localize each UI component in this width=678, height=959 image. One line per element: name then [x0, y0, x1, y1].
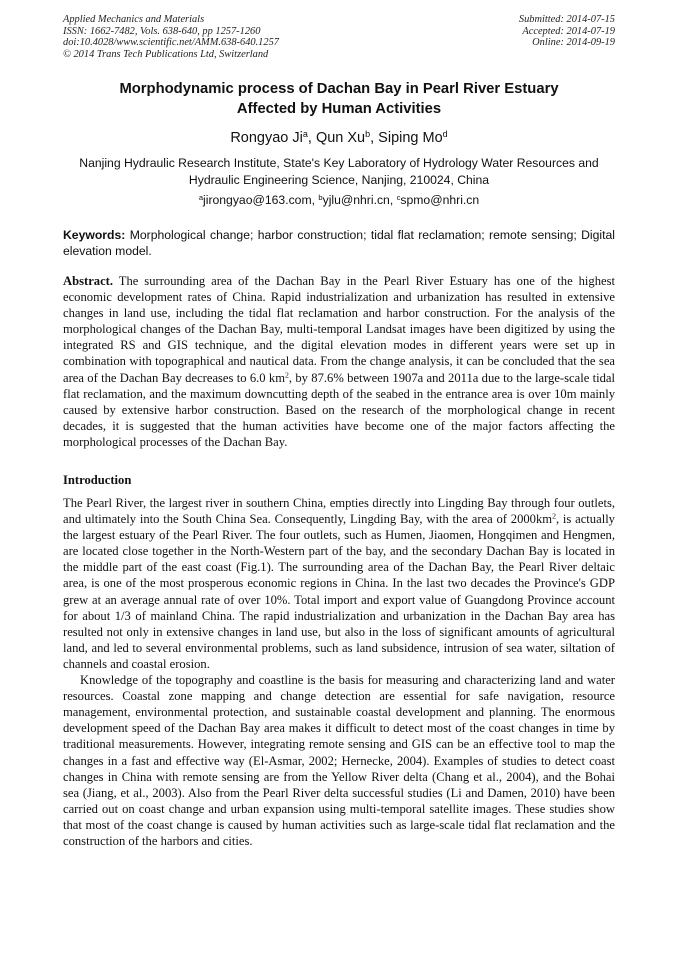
journal-header-left	[63, 14, 279, 60]
journal-doi: doi:10.4028/www.scientific.net/AMM.638-640.1257	[63, 37, 279, 49]
online-date: Online: 2014-09-19	[532, 37, 615, 49]
author-mark: a	[302, 129, 308, 140]
author-separator: ,	[370, 130, 379, 146]
email-entry	[318, 193, 396, 207]
journal-issn: ISSN: 1662-7482, Vols. 638-640, pp 1257-1260	[63, 25, 261, 37]
email-entry	[199, 193, 319, 207]
abstract-text-part-1: The surrounding area of the Dachan Bay in the Pearl River Estuary has one of the highest economic development rates of China. Rapid industrialization and urbanization has resulted in extensive changes in land use, including the tidal flat reclamation and harbor construction. For the analysis of the morphological changes of the Dachan Bay, multi-temporal Landsat images have been digitized by using the integrated RS and GIS technique, and the digital elevation modes in different years were set up in combination with topographical and nautical data. From the change analysis, it can be concluded that the sea area of the Dachan Bay decreases to 6.0 km	[63, 274, 616, 385]
intro-paragraph-1	[63, 495, 615, 672]
email-separator: ,	[389, 193, 397, 207]
email-address[interactable]: spmo@nhri.cn	[400, 193, 480, 207]
abstract	[63, 273, 615, 450]
email-mark: b	[318, 192, 323, 202]
accepted-date: Accepted: 2014-07-19	[522, 25, 615, 37]
intro-p1-part-2: , is actually the largest estuary of the Pearl River. The four outlets, such as Humen, Jiaomen, Hongqimen and Hengmen, are located close together in the North-Western part of the bay, and the secondary Dachan Bay is located in the middle part of the east coast (Fig.1). The surrounding area of the Dachan Bay, the Pearl River deltaic area, is one of the most prosperous economic regions in China. In the last two decades the Province's GDP grew at an average annual rate of over 10%. Total import and export value of Guangdong Province account for about 1/3 of mainland China. The rapid industrialization and urbanization in the Dachan Bay area has resulted not only in extensive changes in land use, but also in the loss of significant amounts of agricultural land, and led to several environmental problems, such as land subsidence, intrusion of sea water, siltation of channels and coastal erosion.	[63, 512, 615, 671]
author-name: Rongyao Ji	[230, 130, 303, 146]
paper-title	[63, 80, 615, 119]
keywords	[63, 227, 615, 259]
title-line-1: Morphodynamic process of Dachan Bay in Pearl River Estuary	[119, 81, 559, 97]
introduction-body	[63, 495, 615, 849]
author-mark: b	[365, 129, 371, 140]
intro-paragraph-2: Knowledge of the topography and coastline is the basis for measuring and characterizing land and water resources. Coastal zone mapping and change detection are essential for safe navigation, resource management, environmental protection, and sustainable coastal development and planning. The enormous development speed of the Dachan Bay area makes it difficult to detect most of the coast changes in time by traditional measurements. However, integrating remote sensing and GIS can be an effective tool to map the changes in a fast and effective way (El-Asmar, 2002; Hernecke, 2004). Examples of studies to detect coast changes in China with remote sensing are from the Yellow River delta (Chang et al., 2004), and the Bohai sea (Jiang, et al., 2003). Also from the Pearl River delta successful studies (Li and Damen, 2010) have been carried out on coast change and urban expansion using multi-temporal satellite images. These studies show that most of the coast change is caused by human activities such as large-scale tidal flat reclamation and the construction of the harbors and cities.	[63, 673, 615, 848]
author	[316, 130, 378, 146]
email-entry	[397, 193, 480, 207]
author-list	[63, 129, 615, 147]
journal-copyright: © 2014 Trans Tech Publications Ltd, Switzerland	[63, 48, 269, 60]
affiliation-line-1: Nanjing Hydraulic Research Institute, State's Key Laboratory of Hydrology Water Resources and	[79, 156, 599, 170]
author	[378, 130, 447, 146]
submitted-date: Submitted: 2014-07-15	[518, 14, 615, 25]
email-separator: ,	[311, 193, 319, 207]
author-name: Qun Xu	[315, 130, 366, 146]
author	[230, 130, 316, 146]
section-heading-introduction: Introduction	[63, 473, 132, 487]
affiliation-line-2: Hydraulic Engineering Science, Nanjing, 210024, China	[188, 173, 490, 187]
keywords-text: Morphological change; harbor construction; tidal flat reclamation; remote sensing; Digital elevation model.	[63, 228, 615, 258]
email-mark: a	[198, 192, 204, 202]
intro-p1-part-1: The Pearl River, the largest river in southern China, empties directly into Lingding Bay through four outlets, and ultimately into the South China Sea. Consequently, Lingding Bay, with the area of 2000km	[63, 496, 615, 527]
email-address[interactable]: jirongyao@163.com	[203, 193, 312, 207]
journal-header-right	[519, 14, 615, 49]
author-separator: ,	[307, 130, 316, 146]
author-name: Siping Mo	[378, 130, 443, 146]
journal-name: Applied Mechanics and Materials	[63, 14, 205, 25]
abstract-label: Abstract.	[63, 274, 114, 288]
email-mark: c	[396, 192, 401, 202]
author-mark: d	[442, 129, 448, 140]
email-address[interactable]: yjlu@nhri.cn	[322, 193, 390, 207]
intro-p1-superscript: 2	[552, 511, 556, 521]
keywords-label: Keywords:	[63, 228, 126, 242]
email-list	[63, 192, 615, 208]
affiliation	[63, 155, 615, 189]
title-line-2: Affected by Human Activities	[236, 100, 442, 117]
abstract-text-part-2: , by 87.6% between 1907a and 2011a due to the large-scale tidal flat reclamation, and the maximum downcutting depth of the seabed in the entrance area is over 10m mainly caused by extensive harbor construction. Based on the research of the morphological change in recent decades, it is suggested that the human activities have become one of the major factors affecting the morphological processes of the Dachan Bay.	[63, 370, 615, 449]
abstract-superscript: 2	[285, 370, 289, 380]
